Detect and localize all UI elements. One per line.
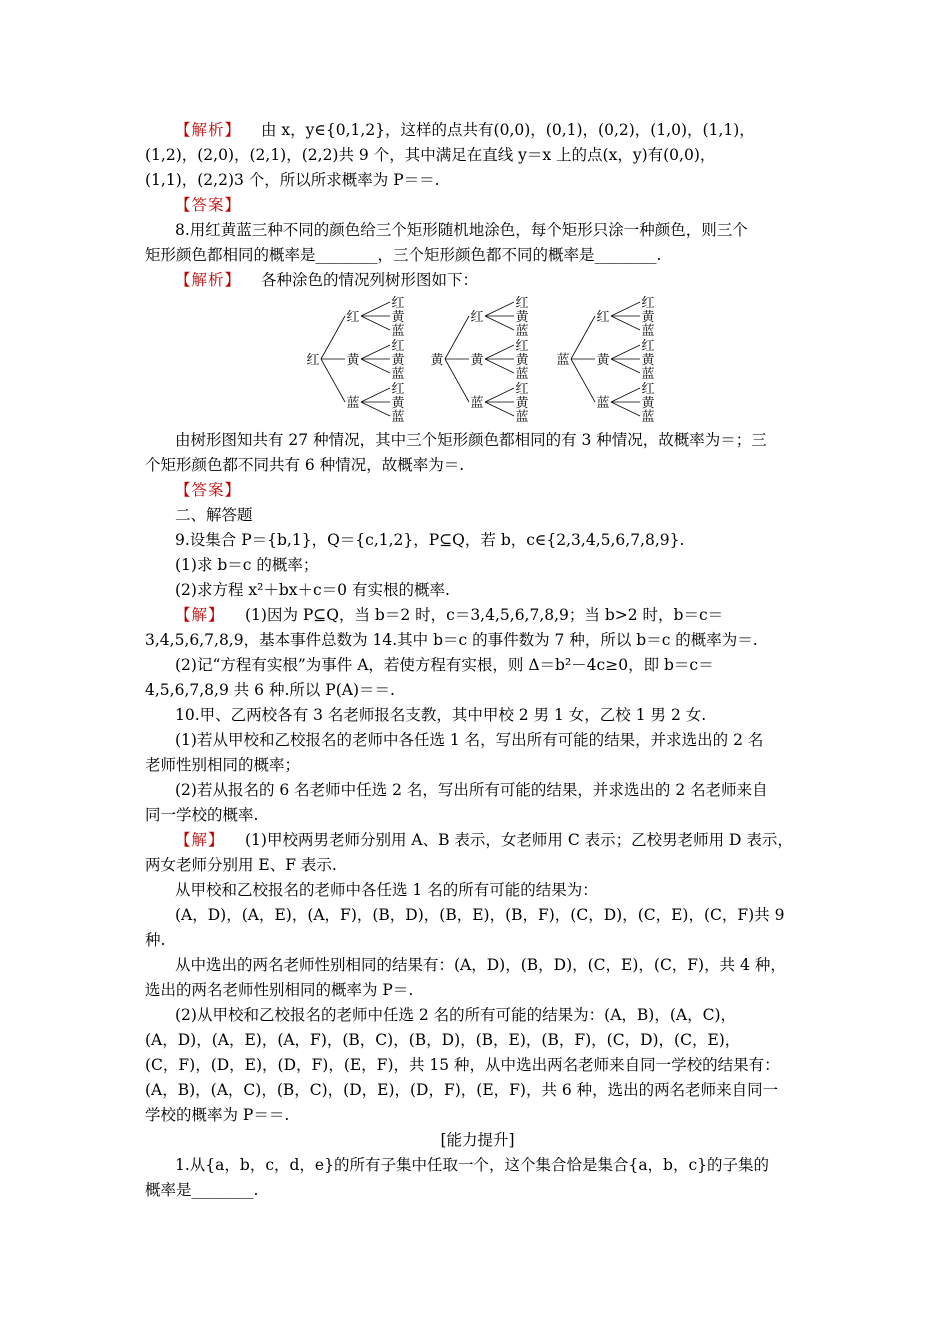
tree-branch [361, 345, 390, 359]
answer-tag-line [145, 193, 810, 218]
solution-tag: 【解】 [175, 831, 225, 849]
tree-leaf-label: 红 [391, 339, 405, 354]
text-line: 两女老师分别用 E、F 表示. [145, 856, 337, 874]
analysis-tag: 【解析】 [175, 271, 242, 289]
question-10: 10.甲、乙两校各有 3 名老师报名支教，其中甲校 2 男 1 女，乙校 1 男 2 女. [175, 706, 707, 724]
tree-branch [485, 402, 514, 416]
tree-mid-label: 黄 [346, 353, 360, 368]
tree-branch [571, 316, 595, 359]
tree-branch [361, 402, 390, 416]
answer-tag-line [145, 478, 810, 503]
tree-leaf-label: 蓝 [641, 367, 655, 382]
tree-branch [361, 359, 390, 373]
tree-branch [611, 302, 640, 316]
text-line: 种. [145, 931, 166, 949]
tree-branch [611, 316, 640, 330]
text-line: 概率是________. [145, 1181, 259, 1199]
tree-mid-label: 黄 [470, 353, 484, 368]
text-line: 4,5,6,7,8,9 共 6 种.所以 P(A)＝＝. [145, 681, 395, 699]
tree-leaf-label: 红 [515, 296, 529, 311]
solution-line: 【解析】 各种涂色的情况列树形图如下： [145, 268, 810, 293]
tree-diagram-svg [145, 296, 810, 426]
tree-branch [611, 359, 640, 373]
tree-mid-label: 黄 [596, 353, 610, 368]
tree-leaf-label: 蓝 [641, 410, 655, 425]
tree-leaf-label: 蓝 [391, 324, 405, 339]
tree-branch [361, 316, 390, 330]
tree-leaf-label: 蓝 [391, 367, 405, 382]
text-line: 个矩形颜色都不同共有 6 种情况，故概率为＝. [145, 456, 465, 474]
tree-leaf-label: 蓝 [515, 410, 529, 425]
text-line: (2)若从报名的 6 名老师中任选 2 名，写出所有可能的结果，并求选出的 2 名老师来自 [175, 781, 768, 799]
text-line: (2)求方程 x²＋bx＋c＝0 有实根的概率. [175, 581, 450, 599]
tree-branch [571, 359, 595, 402]
text-line: (1,1)，(2,2)3 个，所以所求概率为 P＝＝. [145, 171, 440, 189]
tree-diagram [145, 296, 810, 426]
text-line: 从中选出的两名老师性别相同的结果有：(A，D)，(B，D)，(C，E)，(C，F)，共 4 种， [175, 956, 786, 974]
tree-branch [485, 302, 514, 316]
tree-leaf-label: 黄 [515, 353, 529, 368]
text-line: (2)从甲校和乙校报名的老师中任选 2 名的所有可能的结果为：(A，B)，(A，C)， [175, 1006, 736, 1024]
answer-tag: 【答案】 [175, 196, 242, 214]
tree-leaf-label: 黄 [641, 310, 655, 325]
tree-leaf-label: 黄 [391, 396, 405, 411]
tree-leaf-label: 黄 [641, 396, 655, 411]
question-1: 1.从{a，b，c，d，e}的所有子集中任取一个，这个集合恰是集合{a，b，c}的子集的 [175, 1156, 770, 1174]
tree-mid-label: 蓝 [470, 396, 484, 411]
text-line: 由树形图知共有 27 种情况，其中三个矩形颜色都相同的有 3 种情况，故概率为＝；三 [175, 431, 767, 449]
tree-leaf-label: 红 [515, 339, 529, 354]
text-line: 从甲校和乙校报名的老师中各任选 1 名的所有可能的结果为： [175, 881, 598, 899]
tree-root-label: 蓝 [556, 353, 570, 368]
tree-leaf-label: 红 [391, 382, 405, 397]
tree-branch [321, 316, 345, 359]
solution-line: 【解】 (1)因为 P⊆Q，当 b＝2 时，c＝3,4,5,6,7,8,9；当 b>2 时，b＝c＝ [145, 603, 810, 628]
tree-leaf-label: 蓝 [515, 367, 529, 382]
answer-tag: 【答案】 [175, 481, 242, 499]
text-line: (1)求 b＝c 的概率； [175, 556, 319, 574]
section-heading: 二、解答题 [175, 506, 253, 524]
text-line: (A，D)，(A，E)，(A，F)，(B，D)，(B，E)，(B，F)，(C，D)，(C，E)，(C，F)共 9 [175, 906, 785, 924]
tree-leaf-label: 红 [641, 339, 655, 354]
tree-leaf-label: 红 [641, 382, 655, 397]
analysis-tag: 【解析】 [175, 121, 242, 139]
tree-branch [321, 359, 345, 402]
tree-mid-label: 蓝 [346, 396, 360, 411]
text-line: 老师性别相同的概率； [145, 756, 301, 774]
text-line: (A，B)，(A，C)，(B，C)，(D，E)，(D，F)，(E，F)，共 6 种，选出的两名老师来自同一 [145, 1081, 779, 1099]
tree-leaf-label: 黄 [515, 396, 529, 411]
text-line: 同一学校的概率. [145, 806, 259, 824]
tree-leaf-label: 黄 [391, 353, 405, 368]
tree-branch [485, 316, 514, 330]
tree-leaf-label: 黄 [641, 353, 655, 368]
tree-branch [445, 316, 469, 359]
tree-root-label: 黄 [430, 353, 444, 368]
question-9: 9.设集合 P＝{b,1}，Q＝{c,1,2}，P⊆Q，若 b，c∈{2,3,4,5,6,7,8,9}. [175, 531, 685, 549]
text-line: (1,2)，(2,0)，(2,1)，(2,2)共 9 个，其中满足在直线 y＝x 上的点(x，y)有(0,0)， [145, 146, 716, 164]
tree-leaf-label: 红 [641, 296, 655, 311]
solution-line: 【解】 (1)甲校两男老师分别用 A、B 表示，女老师用 C 表示；乙校男老师用 D 表示， [145, 828, 810, 853]
tree-leaf-label: 蓝 [641, 324, 655, 339]
tree-leaf-label: 蓝 [391, 410, 405, 425]
tree-branch [611, 402, 640, 416]
tree-leaf-label: 蓝 [515, 324, 529, 339]
text-line: 矩形颜色都相同的概率是________，三个矩形颜色都不同的概率是________. [145, 246, 662, 264]
tree-mid-label: 红 [470, 310, 484, 325]
text-line: 选出的两名老师性别相同的概率为 P＝. [145, 981, 414, 999]
tree-leaf-label: 黄 [515, 310, 529, 325]
text-line: (1)若从甲校和乙校报名的老师中各任选 1 名，写出所有可能的结果，并求选出的 2 名 [175, 731, 764, 749]
text-line: (C，F)，(D，E)，(D，F)，(E，F)，共 15 种，从中选出两名老师来自同一学校的结果有： [145, 1056, 780, 1074]
document-page [145, 118, 810, 1203]
tree-mid-label: 红 [596, 310, 610, 325]
tree-mid-label: 红 [346, 310, 360, 325]
text-line: 学校的概率为 P＝＝. [145, 1106, 290, 1124]
text-line: (A，D)，(A，E)，(A，F)，(B，C)，(B，D)，(B，E)，(B，F)，(C，D)，(C，E)， [145, 1031, 741, 1049]
tree-branch [485, 388, 514, 402]
question-8: 8.用红黄蓝三种不同的颜色给三个矩形随机地涂色，每个矩形只涂一种颜色，则三个 [175, 221, 748, 239]
solution-tag: 【解】 [175, 606, 225, 624]
tree-root-label: 红 [306, 353, 320, 368]
text-line: (2)记“方程有实根”为事件 A，若使方程有实根，则 Δ＝b²－4c≥0，即 b＝c＝ [175, 656, 714, 674]
tree-branch [445, 359, 469, 402]
tree-branch [611, 345, 640, 359]
tree-branch [361, 302, 390, 316]
tree-mid-label: 蓝 [596, 396, 610, 411]
text-line: 3,4,5,6,7,8,9，基本事件总数为 14.其中 b＝c 的事件数为 7 种，所以 b＝c 的概率为＝. [145, 631, 758, 649]
tree-leaf-label: 红 [515, 382, 529, 397]
tree-branch [485, 359, 514, 373]
section-heading: [能力提升] [440, 1131, 515, 1149]
tree-leaf-label: 黄 [391, 310, 405, 325]
tree-branch [611, 388, 640, 402]
tree-branch [361, 388, 390, 402]
tree-branch [485, 345, 514, 359]
solution-line: 【解析】 由 x，y∈{0,1,2}，这样的点共有(0,0)，(0,1)，(0,2)，(1,0)，(1,1)， [145, 118, 810, 143]
tree-leaf-label: 红 [391, 296, 405, 311]
